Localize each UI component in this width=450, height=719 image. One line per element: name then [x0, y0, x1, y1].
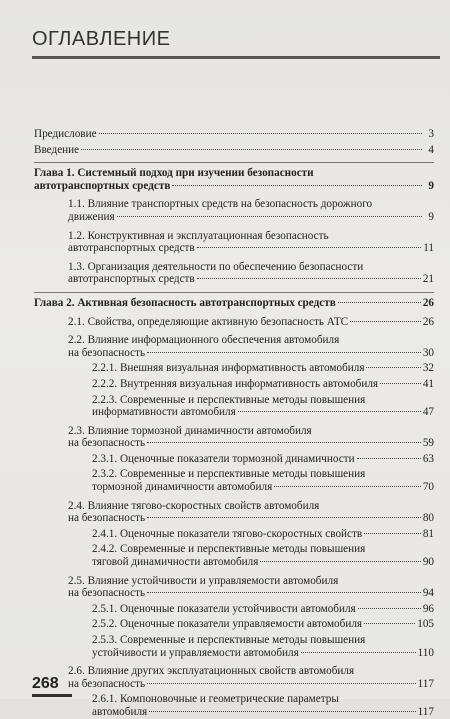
toc-entry-title-line: тормозной динамичности автомобиля [92, 481, 273, 494]
toc-entry-title-line: 2.5.1. Оценочные показатели устойчивости автомобиля [92, 602, 356, 615]
toc-page-number: 70 [422, 481, 434, 494]
dot-leader [197, 247, 422, 248]
toc-entry[interactable] [34, 394, 434, 419]
page-title: ОГЛАВЛЕНИЕ [32, 28, 171, 50]
toc-entry[interactable] [34, 261, 434, 286]
toc-entry-title-line: Глава 1. Системный подход при изучении безопасности [34, 167, 314, 180]
toc-entry[interactable] [34, 575, 434, 600]
toc-entry[interactable] [34, 230, 434, 255]
toc-page-number: 3 [428, 128, 434, 140]
toc-entry[interactable] [34, 603, 434, 616]
toc-entry-title-line: 2.5.2. Оценочные показатели управляемости автомобиля [92, 618, 363, 631]
toc-entry-title-line: 2.1. Свойства, определяющие активную безопасность АТС [68, 315, 349, 328]
toc-page-number: 90 [422, 556, 434, 569]
toc-entry-title-line: автотранспортных средств [68, 242, 195, 255]
toc-entry-title-line: автомобиля [92, 705, 148, 718]
toc-page-number: 30 [422, 346, 434, 359]
toc-entry-title-line: 1.3. Организация деятельности по обеспечению безопасности [68, 260, 364, 273]
dot-leader [81, 149, 422, 150]
toc-entry[interactable] [34, 316, 434, 329]
page-number-rule [32, 694, 72, 697]
dot-leader [172, 185, 422, 186]
toc-entry[interactable] [34, 468, 434, 493]
dot-leader [147, 683, 416, 684]
toc-entry[interactable] [34, 334, 434, 359]
toc-entry[interactable] [34, 453, 434, 466]
toc-page-number: 117 [417, 677, 434, 690]
toc-page-number: 9 [428, 210, 434, 223]
dot-leader [99, 133, 422, 134]
toc-entry[interactable] [34, 634, 434, 659]
toc-entry-title-line: 2.3.2. Современные и перспективные методы повышения [92, 468, 366, 481]
toc-entry-title-line: Предисловие [34, 128, 97, 140]
toc-page-number: 94 [422, 587, 434, 600]
dot-leader [357, 458, 421, 459]
toc-entry-title-line: информативности автомобиля [92, 406, 236, 419]
dot-leader [366, 367, 420, 368]
toc-entry[interactable] [34, 425, 434, 450]
toc-entry-title-line: 2.5.3. Современные и перспективные методы повышения [92, 634, 366, 646]
dot-leader [147, 592, 421, 593]
dot-leader [197, 278, 421, 279]
toc-entry-title-line: 2.2.2. Внутренняя визуальная информативность автомобиля [92, 377, 379, 390]
dot-leader [380, 383, 421, 384]
toc-page-number: 47 [422, 406, 434, 419]
dot-leader [147, 352, 421, 353]
toc-entry-title-line: 2.5. Влияние устойчивости и управляемости автомобиля [68, 574, 339, 587]
toc-page-number: 21 [422, 273, 434, 286]
dot-leader [364, 533, 421, 534]
dot-leader [358, 608, 421, 609]
toc-page-number: 110 [417, 646, 434, 659]
header-rule [32, 56, 440, 59]
toc-page-number: 105 [417, 618, 434, 631]
toc-entry-title-line: 2.6.1. Компоновочные и геометрические параметры [92, 693, 339, 706]
toc-entry-title-line: автотранспортных средств [68, 273, 195, 286]
page-number: 268 [32, 675, 59, 692]
dot-leader [350, 321, 421, 322]
toc-entry-title-line: 2.4. Влияние тягово-скоростных свойств автомобиля [68, 499, 320, 512]
dot-leader [147, 442, 421, 443]
toc-entry[interactable] [34, 198, 434, 223]
toc-entry-title-line: 1.2. Конструктивная и эксплуатационная безопасность [68, 229, 329, 242]
toc-entry-title-line: 2.4.2. Современные и перспективные методы повышения [92, 543, 366, 556]
toc-page-number: 9 [428, 179, 434, 192]
dot-leader [147, 517, 421, 518]
toc-page-number: 63 [422, 452, 434, 465]
dot-leader [364, 623, 415, 624]
toc-entry[interactable] [34, 378, 434, 391]
dot-leader [238, 411, 421, 412]
chapter-divider [34, 292, 434, 293]
toc-entry[interactable] [34, 144, 434, 157]
toc-chapter-entry[interactable] [34, 297, 434, 310]
toc-entry-title-line: 2.3.1. Оценочные показатели тормозной динамичности [92, 452, 355, 465]
dot-leader [260, 561, 420, 562]
toc-page-number: 81 [422, 527, 434, 540]
toc-entry[interactable] [34, 362, 434, 375]
chapter-divider [34, 162, 434, 163]
toc-entry[interactable] [34, 665, 434, 690]
toc-entry-title-line: на безопасность [68, 587, 146, 600]
toc-entry[interactable] [34, 500, 434, 525]
toc-page-number: 11 [423, 242, 434, 255]
toc-entry[interactable] [34, 528, 434, 541]
toc-entry-title-line: Глава 2. Активная безопасность автотранспортных средств [34, 296, 336, 309]
table-of-contents [34, 128, 434, 719]
toc-entry-title-line: Введение [34, 143, 80, 156]
toc-page-number: 26 [422, 315, 434, 328]
toc-entry-title-line: 2.2.3. Современные и перспективные методы повышения [92, 393, 366, 406]
toc-entry[interactable] [34, 618, 434, 631]
toc-entry[interactable] [34, 128, 434, 141]
toc-page-number: 41 [422, 377, 434, 390]
toc-entry-title-line: 2.3. Влияние тормозной динамичности автомобиля [68, 424, 312, 437]
toc-entry-title-line: автотранспортных средств [34, 179, 171, 192]
toc-entry-title-line: на безопасность [68, 437, 146, 450]
toc-entry[interactable] [34, 693, 434, 718]
toc-page-number: 96 [422, 602, 434, 615]
toc-page-number: 117 [417, 705, 434, 718]
dot-leader [117, 216, 422, 217]
toc-chapter-entry[interactable] [34, 167, 434, 192]
toc-page-number: 32 [422, 362, 434, 375]
toc-page-number: 59 [422, 437, 434, 450]
toc-entry-title-line: 2.2. Влияние информационного обеспечения автомобиля [68, 334, 340, 347]
dot-leader [149, 711, 415, 712]
toc-entry-title-line: устойчивости и управляемости автомобиля [92, 646, 299, 659]
dot-leader [274, 486, 421, 487]
toc-page-number: 80 [422, 512, 434, 525]
toc-entry-title-line: на безопасность [68, 677, 146, 690]
toc-entry-title-line: тяговой динамичности автомобиля [92, 556, 259, 569]
toc-entry-title-line: 1.1. Влияние транспортных средств на безопасность дорожного [68, 198, 373, 211]
toc-entry-title-line: на безопасность [68, 512, 146, 525]
dot-leader [338, 302, 421, 303]
toc-page-number: 4 [428, 143, 434, 156]
toc-page-number: 26 [422, 296, 434, 309]
toc-entry[interactable] [34, 543, 434, 568]
dot-leader [301, 652, 416, 653]
toc-entry-title-line: 2.2.1. Внешняя визуальная информативность автомобиля [92, 362, 365, 375]
toc-entry-title-line: 2.4.1. Оценочные показатели тягово-скоростных свойств [92, 527, 363, 540]
toc-entry-title-line: на безопасность [68, 346, 146, 359]
toc-entry-title-line: движения [68, 210, 115, 223]
toc-entry-title-line: 2.6. Влияние других эксплуатационных свойств автомобиля [68, 665, 355, 678]
